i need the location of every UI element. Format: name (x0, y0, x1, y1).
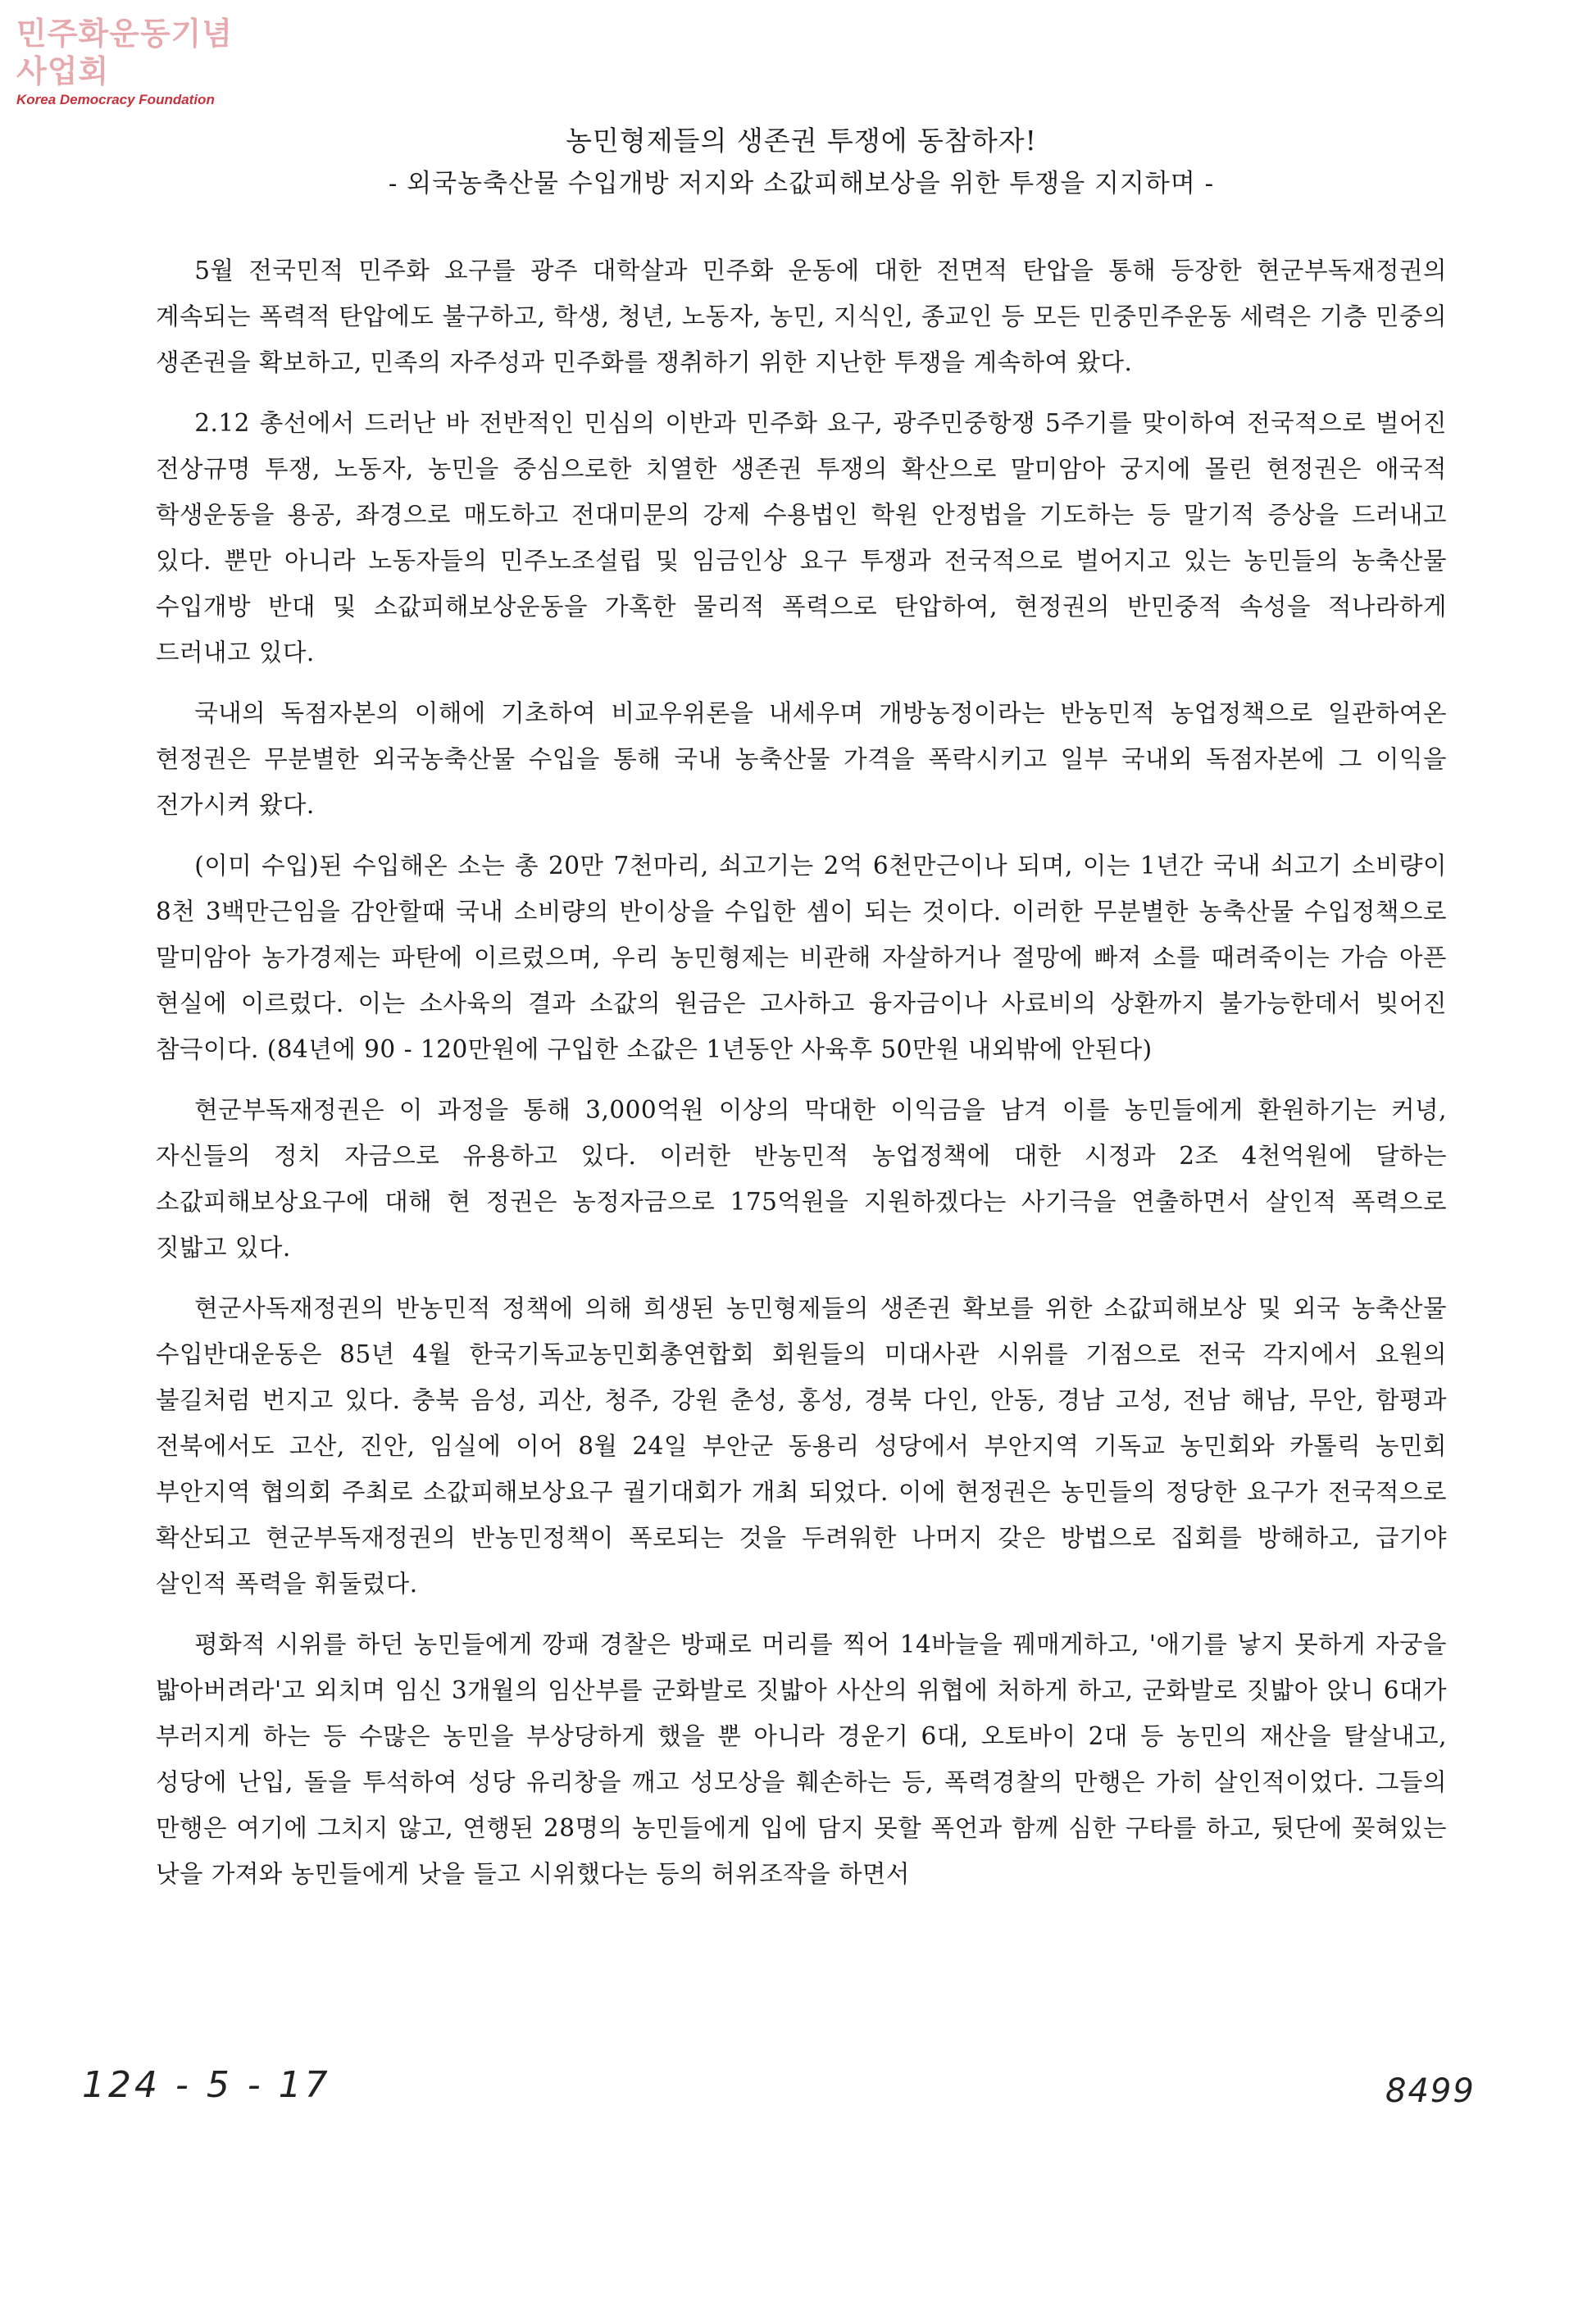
paragraph: 현군부독재정권은 이 과정을 통해 3,000억원 이상의 막대한 이익금을 남겨 이를 농민들에게 환원하기는 커녕, 자신들의 정치 자금으로 유용하고 있다. 이러한 반농민적 농업정책에 대한 시정과 2조 4천억원에 달하는 소값피해보상요구에 대해 현 정권은 농정자금으로 175억원을 지원하겠다는 사기극을 연출하면서 살인적 폭력으로 짓밟고 있다. (156, 1096, 1447, 1262)
handwritten-archive-code: 124 - 5 - 17 (82, 2064, 331, 2106)
paragraph: 2.12 총선에서 드러난 바 전반적인 민심의 이반과 민주화 요구, 광주민중항쟁 5주기를 맞이하여 전국적으로 벌어진 전상규명 투쟁, 노동자, 농민을 중심으로한 치열한 생존권 투쟁의 확산으로 말미암아 궁지에 몰린 현정권은 애국적 학생운동을 용공, 좌경으로 매도하고 전대미문의 강제 수용법인 학원 안정법을 기도하는 등 말기적 증상을 드러내고 있다. 뿐만 아니라 노동자들의 민주노조설립 및 임금인상 요구 투쟁과 전국적으로 벌어지고 있는 농민들의 농축산물 수입개방 반대 및 소값피해보상운동을 가혹한 물리적 폭력으로 탄압하여, 현정권의 반민중적 속성을 적나라하게 드러내고 있다. (156, 409, 1447, 666)
paragraph: (이미 수입)된 수입해온 소는 총 20만 7천마리, 쇠고기는 2억 6천만근이나 되며, 이는 1년간 국내 쇠고기 소비량이 8천 3백만근임을 감안할때 국내 소비량의 반이상을 수입한 셈이 되는 것이다. 이러한 무분별한 농축산물 수입정책으로 말미암아 농가경제는 파탄에 이르렀으며, 우리 농민형제는 비관해 자살하거나 절망에 빠져 소를 때려죽이는 가슴 아픈 현실에 이르렀다. 이는 소사육의 결과 소값의 원금은 고사하고 융자금이나 사료비의 상환까지 불가능한데서 빚어진 참극이다. (84년에 90 - 120만원에 구입한 소값은 1년동안 사육후 50만원 내외밖에 안된다) (156, 852, 1447, 1063)
handwritten-page-number: 8499 (1385, 2072, 1476, 2110)
document-title: 농민형제들의 생존권 투쟁에 동참하자! (566, 125, 1037, 157)
watermark-korean: 민주화운동기념사업회 (16, 16, 233, 89)
paragraph: 평화적 시위를 하던 농민들에게 깡패 경찰은 방패로 머리를 찍어 14바늘을 꿰매게하고, '애기를 낳지 못하게 자궁을 밟아버려라'고 외치며 임신 3개월의 임산부를 군화발로 짓밟아 사산의 위협에 처하게 하고, 군화발로 짓밟아 앉니 6대가 부러지게 하는 등 수많은 농민을 부상당하게 했을 뿐 아니라 경운기 6대, 오토바이 2대 등 농민의 재산을 탈살내고, 성당에 난입, 돌을 투석하여 성당 유리창을 깨고 성모상을 훼손하는 등, 폭력경찰의 만행은 가히 살인적이었다. 그들의 만행은 여기에 그치지 않고, 연행된 28명의 농민들에게 입에 담지 못할 폭언과 함께 심한 구타를 하고, 뒷단에 꽂혀있는 낫을 가져와 농민들에게 낫을 들고 시위했다는 등의 허위조작을 하면서 (156, 1630, 1447, 1888)
document-body (156, 123, 1447, 1897)
paragraph: 5월 전국민적 민주화 요구를 광주 대학살과 민주화 운동에 대한 전면적 탄압을 통해 등장한 현군부독재정권의 계속되는 폭력적 탄압에도 불구하고, 학생, 청년, 노동자, 농민, 지식인, 종교인 등 모든 민중민주운동 세력은 기층 민중의 생존권을 확보하고, 민족의 자주성과 민주화를 쟁취하기 위한 지난한 투쟁을 계속하여 왔다. (156, 257, 1447, 376)
foundation-watermark (16, 15, 262, 108)
document-subtitle: - 외국농축산물 수입개방 저지와 소값피해보상을 위한 투쟁을 지지하며 - (388, 169, 1215, 198)
watermark-english: Korea Democracy Foundation (16, 92, 215, 107)
paragraph: 국내의 독점자본의 이해에 기초하여 비교우위론을 내세우며 개방농정이라는 반농민적 농업정책으로 일관하여온 현정권은 무분별한 외국농축산물 수입을 통해 국내 농축산물 가격을 폭락시키고 일부 국내외 독점자본에 그 이익을 전가시켜 왔다. (156, 699, 1447, 819)
paragraph: 현군사독재정권의 반농민적 정책에 의해 희생된 농민형제들의 생존권 확보를 위한 소값피해보상 및 외국 농축산물 수입반대운동은 85년 4월 한국기독교농민회총연합회 회원들의 미대사관 시위를 기점으로 전국 각지에서 요원의 불길처럼 번지고 있다. 충북 음성, 괴산, 청주, 강원 춘성, 홍성, 경북 다인, 안동, 경남 고성, 전남 해남, 무안, 함평과 전북에서도 고산, 진안, 임실에 이어 8월 24일 부안군 동용리 성당에서 부안지역 기독교 농민회와 카톨릭 농민회 부안지역 협의회 주최로 소값피해보상요구 궐기대회가 개최 되었다. 이에 현정권은 농민들의 정당한 요구가 전국적으로 확산되고 현군부독재정권의 반농민정책이 폭로되는 것을 두려워한 나머지 갖은 방법으로 집회를 방해하고, 급기야 살인적 폭력을 휘둘렀다. (156, 1294, 1447, 1598)
